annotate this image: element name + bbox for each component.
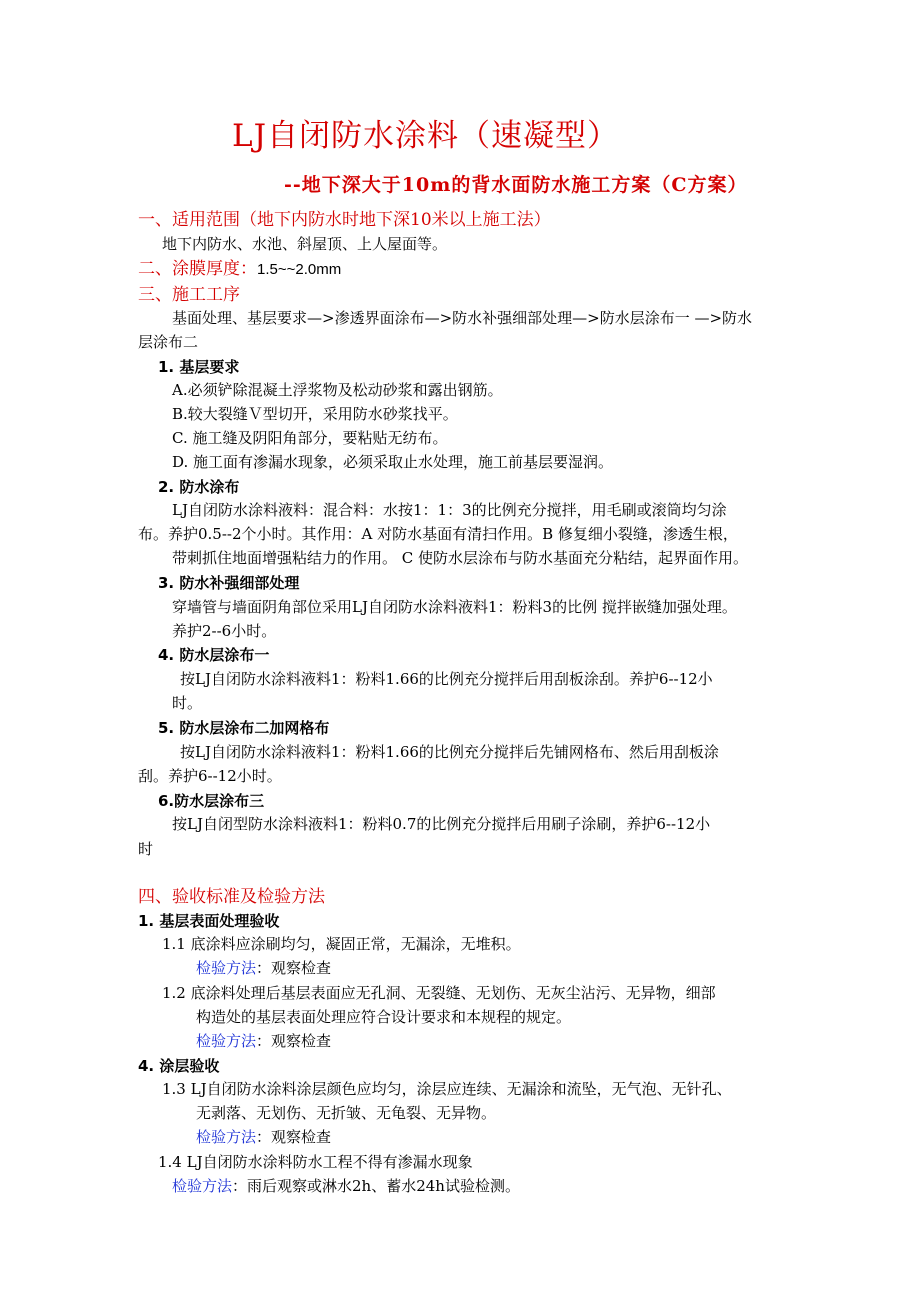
item-1-2-line-2: 构造处的基层表面处理应符合设计要求和本规程的规定。 xyxy=(196,1008,572,1026)
process-flow-line-1: 基面处理、基层要求—>渗透界面涂布—>防水补强细部处理—>防水层涂布一 —>防水 xyxy=(172,309,753,327)
section-3-heading: 三、施工工序 xyxy=(138,285,240,305)
section-4-heading: 四、验收标准及检验方法 xyxy=(138,887,325,907)
section-2-label: 二、涂膜厚度： xyxy=(138,259,257,279)
check-method-label: 检验方法 xyxy=(196,959,257,977)
item-1-1-check xyxy=(196,959,331,977)
item-1-3-line-2: 无剥落、无划伤、无折皱、无龟裂、无异物。 xyxy=(196,1104,497,1122)
acceptance-sub-2-title: 4. 涂层验收 xyxy=(138,1057,220,1075)
document-title: LJ自闭防水涂料（速凝型） xyxy=(232,118,620,154)
step-6-title: 6.防水层涂布三 xyxy=(158,792,265,810)
check-method-value: ：观察检查 xyxy=(256,1128,332,1146)
process-flow-line-2: 层涂布二 xyxy=(138,333,199,351)
step-1-title: 1. 基层要求 xyxy=(158,358,240,376)
item-1-1: 1.1 底涂料应涂刷均匀，凝固正常，无漏涂，无堆积。 xyxy=(162,935,521,953)
step-1-line-b: B.较大裂缝Ｖ型切开，采用防水砂浆找平。 xyxy=(172,405,458,423)
item-1-2-line-1: 1.2 底涂料处理后基层表面应无孔洞、无裂缝、无划伤、无灰尘沾污、无异物，细部 xyxy=(162,984,716,1002)
step-1-line-a: A.必须铲除混凝土浮浆物及松动砂浆和露出钢筋。 xyxy=(172,381,503,399)
item-1-3-line-1: 1.3 LJ自闭防水涂料涂层颜色应均匀，涂层应连续、无漏涂和流坠，无气泡、无针孔、 xyxy=(162,1080,732,1098)
step-4-line-1: 按LJ自闭防水涂料液料1：粉料1.66的比例充分搅拌后用刮板涂刮。养护6--12小 xyxy=(180,670,713,688)
step-5-line-1: 按LJ自闭防水涂料液料1：粉料1.66的比例充分搅拌后先铺网格布、然后用刮板涂 xyxy=(180,743,719,761)
item-1-3-check xyxy=(196,1128,331,1146)
step-3-line-2: 养护2--6小时。 xyxy=(172,622,277,640)
step-3-title: 3. 防水补强细部处理 xyxy=(158,574,300,592)
document-subtitle: --地下深大于10m的背水面防水施工方案（C方案） xyxy=(284,174,748,196)
step-1-line-d: D. 施工面有渗漏水现象，必须采取止水处理，施工前基层要湿润。 xyxy=(172,453,614,471)
check-method-label: 检验方法 xyxy=(172,1177,233,1195)
step-2-line-3: 带刺抓住地面增强粘结力的作用。 C 使防水层涂布与防水基面充分粘结，起界面作用。 xyxy=(172,549,749,567)
step-2-line-2: 布。养护0.5--2个小时。其作用：A 对防水基面有清扫作用。B 修复细小裂缝，渗透生根， xyxy=(138,525,738,543)
check-method-label: 检验方法 xyxy=(196,1128,257,1146)
check-method-value: ：雨后观察或淋水2h、蓄水24h试验检测。 xyxy=(232,1177,520,1195)
item-1-4-check xyxy=(172,1177,520,1195)
section-1-body: 地下内防水、水池、斜屋顶、上人屋面等。 xyxy=(162,235,448,253)
step-4-line-2: 时。 xyxy=(172,694,203,712)
item-1-2-check xyxy=(196,1032,331,1050)
item-1-4: 1.4 LJ自闭防水涂料防水工程不得有渗漏水现象 xyxy=(158,1153,473,1171)
step-5-line-2: 刮。养护6--12小时。 xyxy=(138,767,282,785)
check-method-label: 检验方法 xyxy=(196,1032,257,1050)
acceptance-sub-1-title: 1. 基层表面处理验收 xyxy=(138,912,280,930)
step-5-title: 5. 防水层涂布二加网格布 xyxy=(158,719,330,737)
step-6-line-2: 时 xyxy=(138,840,154,858)
section-1-heading: 一、适用范围（地下内防水时地下深10米以上施工法） xyxy=(138,210,551,230)
check-method-value: ：观察检查 xyxy=(256,1032,332,1050)
step-1-line-c: C. 施工缝及阴阳角部分，要粘贴无纺布。 xyxy=(172,429,448,447)
step-6-line-1: 按LJ自闭型防水涂料液料1：粉料0.7的比例充分搅拌后用刷子涂刷，养护6--12小 xyxy=(172,815,711,833)
check-method-value: ：观察检查 xyxy=(256,959,332,977)
section-2-heading xyxy=(138,258,341,281)
step-4-title: 4. 防水层涂布一 xyxy=(158,646,270,664)
step-2-line-1: LJ自闭防水涂料液料：混合料：水按1：1：3的比例充分搅拌，用毛刷或滚筒均匀涂 xyxy=(172,501,727,519)
step-2-title: 2. 防水涂布 xyxy=(158,478,240,496)
section-2-value: 1.5~~2.0mm xyxy=(257,261,342,278)
step-3-line-1: 穿墙管与墙面阴角部位采用LJ自闭防水涂料液料1：粉料3的比例 搅拌嵌缝加强处理。 xyxy=(172,598,737,616)
